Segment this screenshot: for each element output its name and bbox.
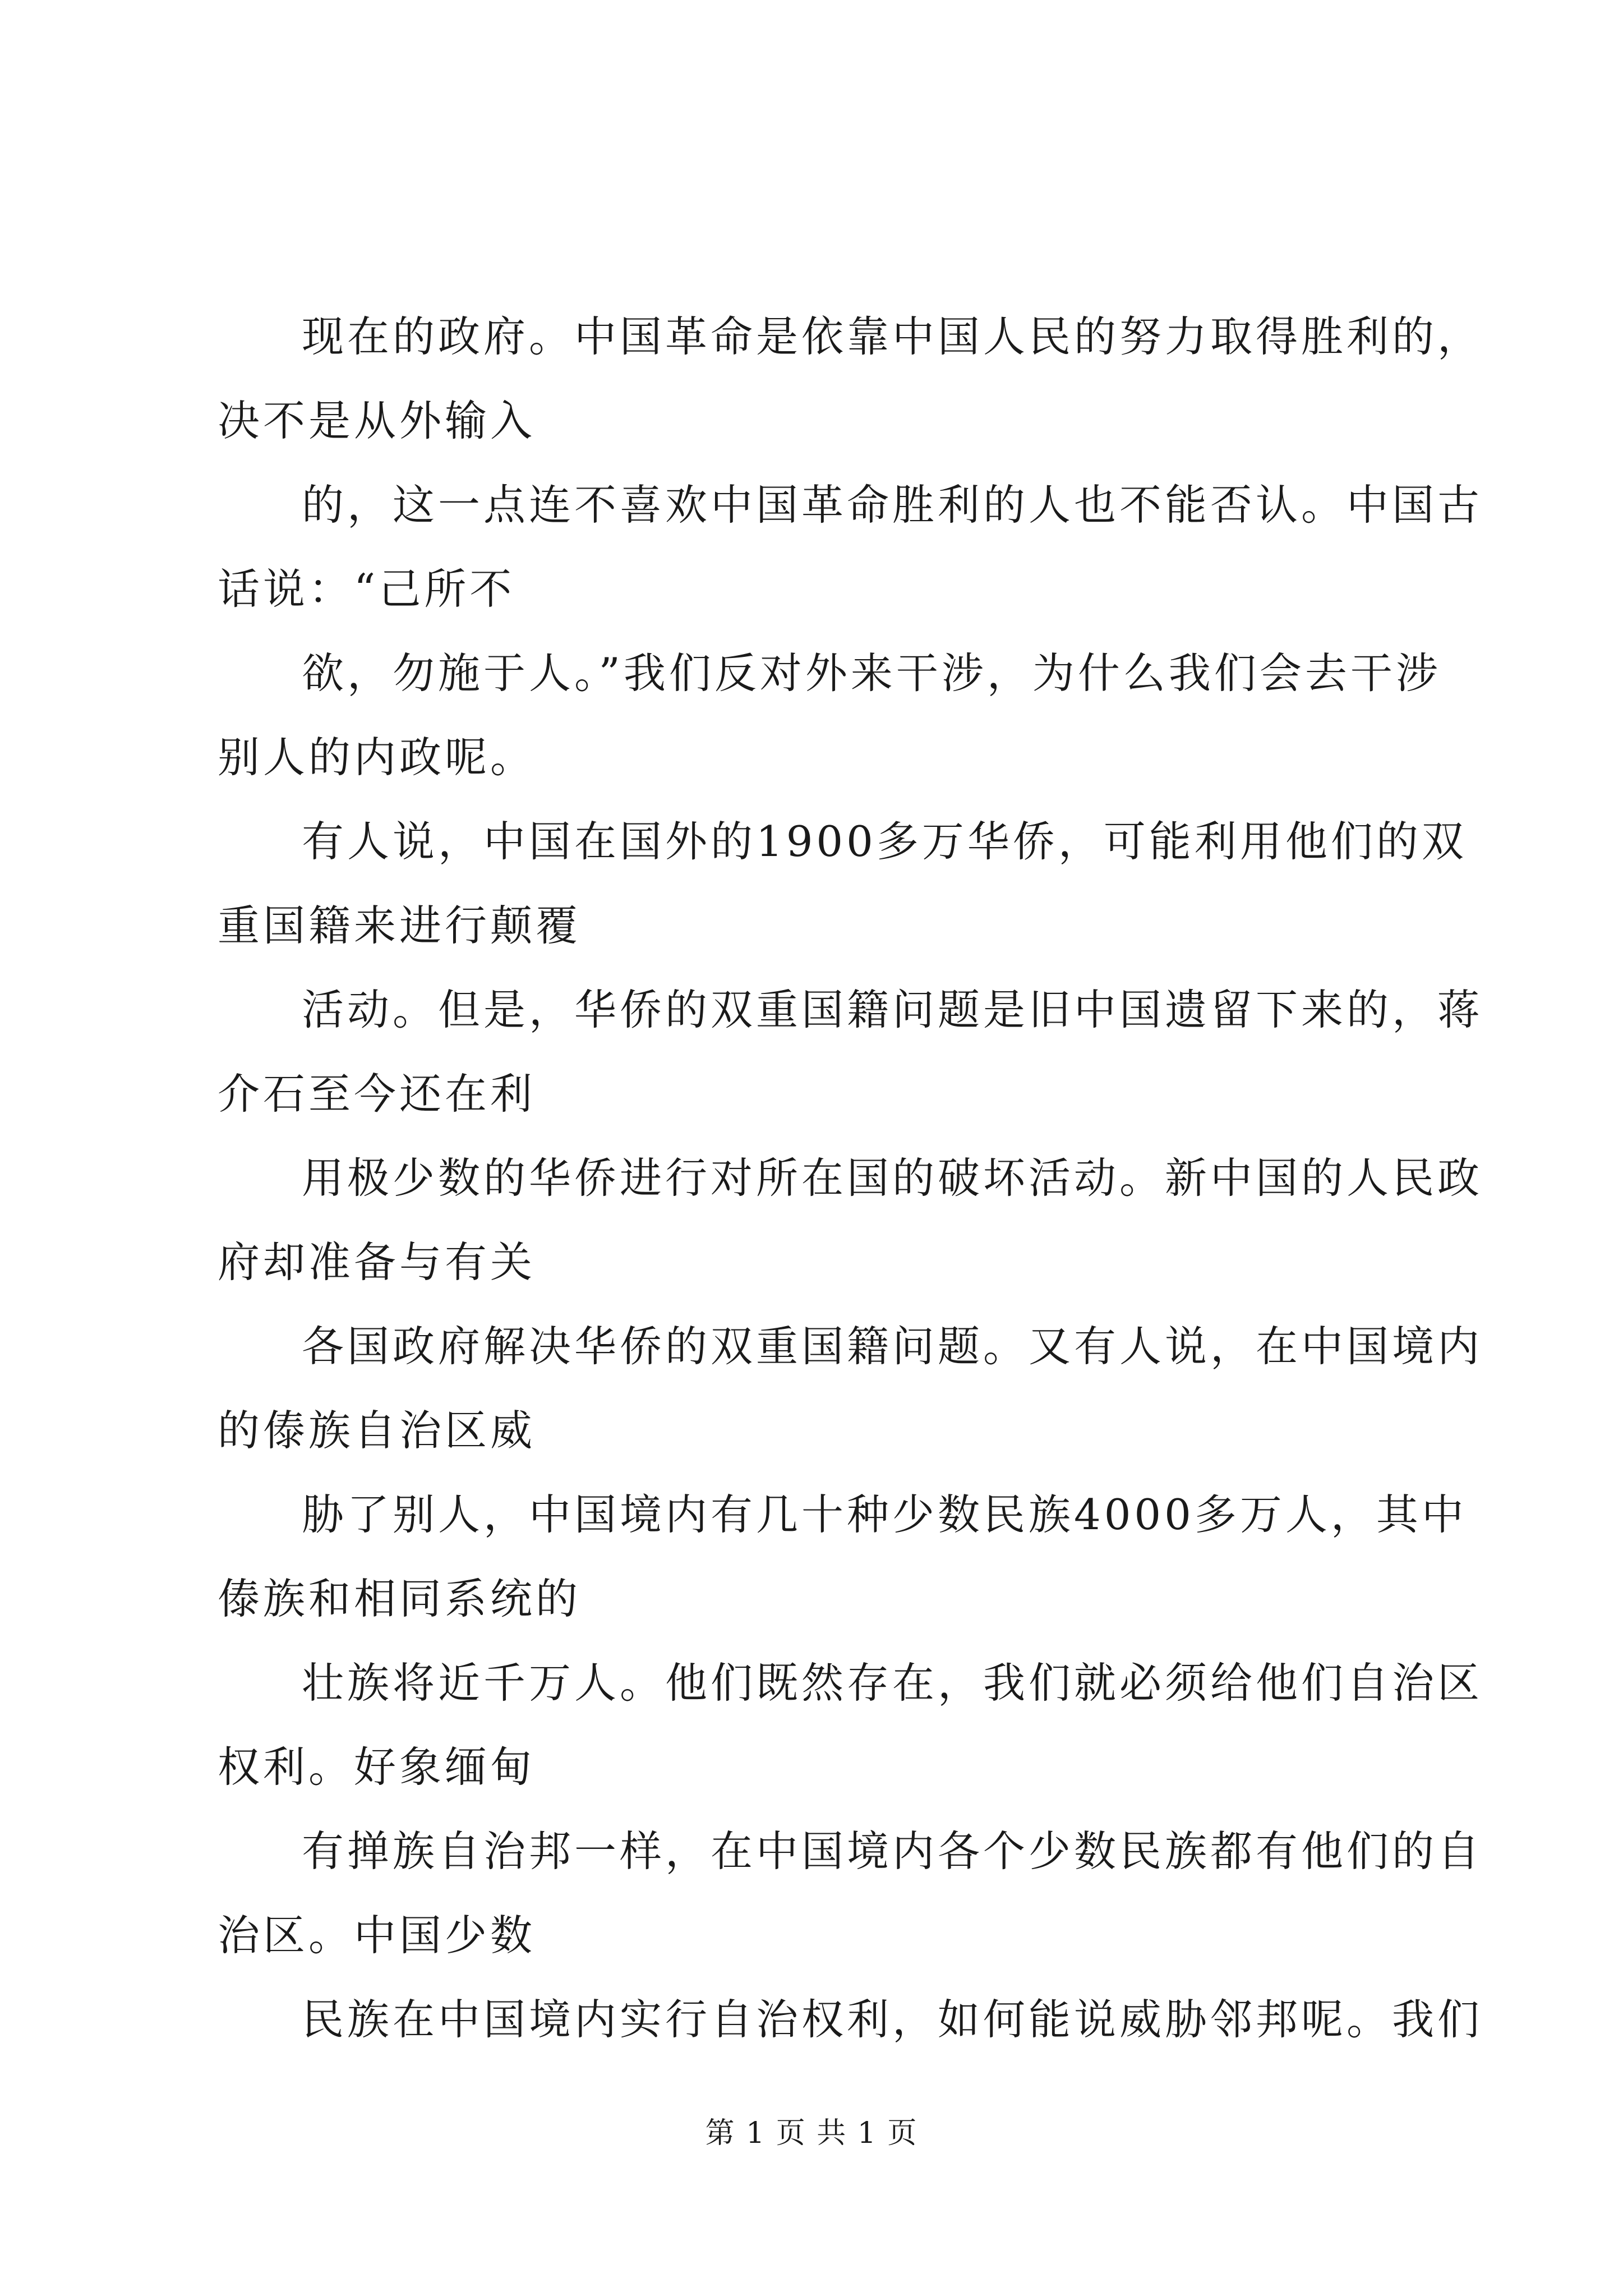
paragraph-line: [218, 968, 1483, 1136]
paragraph-line: [218, 799, 1467, 968]
paragraph-line: [218, 295, 1483, 463]
line-second: 别人的内政呢。: [218, 733, 536, 782]
line-second: 决不是从外输入: [218, 396, 536, 445]
line-first: 现在的政府。中国革命是依靠中国人民的努力取得胜利的，: [302, 312, 1483, 361]
page-footer: 第 1 页 共 1 页: [705, 2116, 918, 2150]
line-first: 各国政府解决华侨的双重国籍问题。又有人说，在中国境内: [302, 1322, 1483, 1371]
line-first: 的，这一点连不喜欢中国革命胜利的人也不能否认。中国古: [302, 480, 1483, 530]
paragraph-line: [218, 1473, 1467, 1641]
line-second: 傣族和相同系统的: [218, 1574, 582, 1623]
paragraph-line: [218, 1977, 1483, 2062]
line-first: 用极少数的华侨进行对所在国的破坏活动。新中国的人民政: [302, 1153, 1483, 1203]
line-second: 府却准备与有关: [218, 1237, 536, 1287]
line-first: 胁了别人，中国境内有几十种少数民族4000多万人，其中: [302, 1490, 1467, 1539]
line-second: 介石至今还在利: [218, 1069, 536, 1119]
line-first: 有人说，中国在国外的1900多万华侨，可能利用他们的双: [302, 817, 1467, 866]
paragraph-line: [218, 1136, 1483, 1304]
line-second: 权利。好象缅甸: [218, 1742, 536, 1792]
line-second: 的傣族自治区威: [218, 1406, 536, 1455]
line-first: 活动。但是，华侨的双重国籍问题是旧中国遗留下来的，蒋: [302, 985, 1483, 1034]
line-first: 壮族将近千万人。他们既然存在，我们就必须给他们自治区: [302, 1658, 1483, 1708]
line-first: 有掸族自治邦一样，在中国境内各个少数民族都有他们的自: [302, 1826, 1483, 1876]
line-first: 欲，勿施于人。”我们反对外来干涉，为什么我们会去干涉: [302, 648, 1441, 698]
paragraph-line: [218, 1809, 1483, 1977]
line-second: 重国籍来进行颠覆: [218, 901, 582, 950]
paragraph-line: [218, 631, 1441, 799]
body-text: [218, 295, 1483, 2062]
line-second: 话说：“己所不: [218, 564, 515, 614]
paragraph-line: [218, 1304, 1483, 1473]
line-second: 治区。中国少数: [218, 1911, 536, 1960]
line-first: 民族在中国境内实行自治权利，如何能说威胁邻邦呢。我们: [302, 1995, 1483, 2044]
paragraph-line: [218, 1641, 1483, 1809]
paragraph-line: [218, 463, 1483, 631]
